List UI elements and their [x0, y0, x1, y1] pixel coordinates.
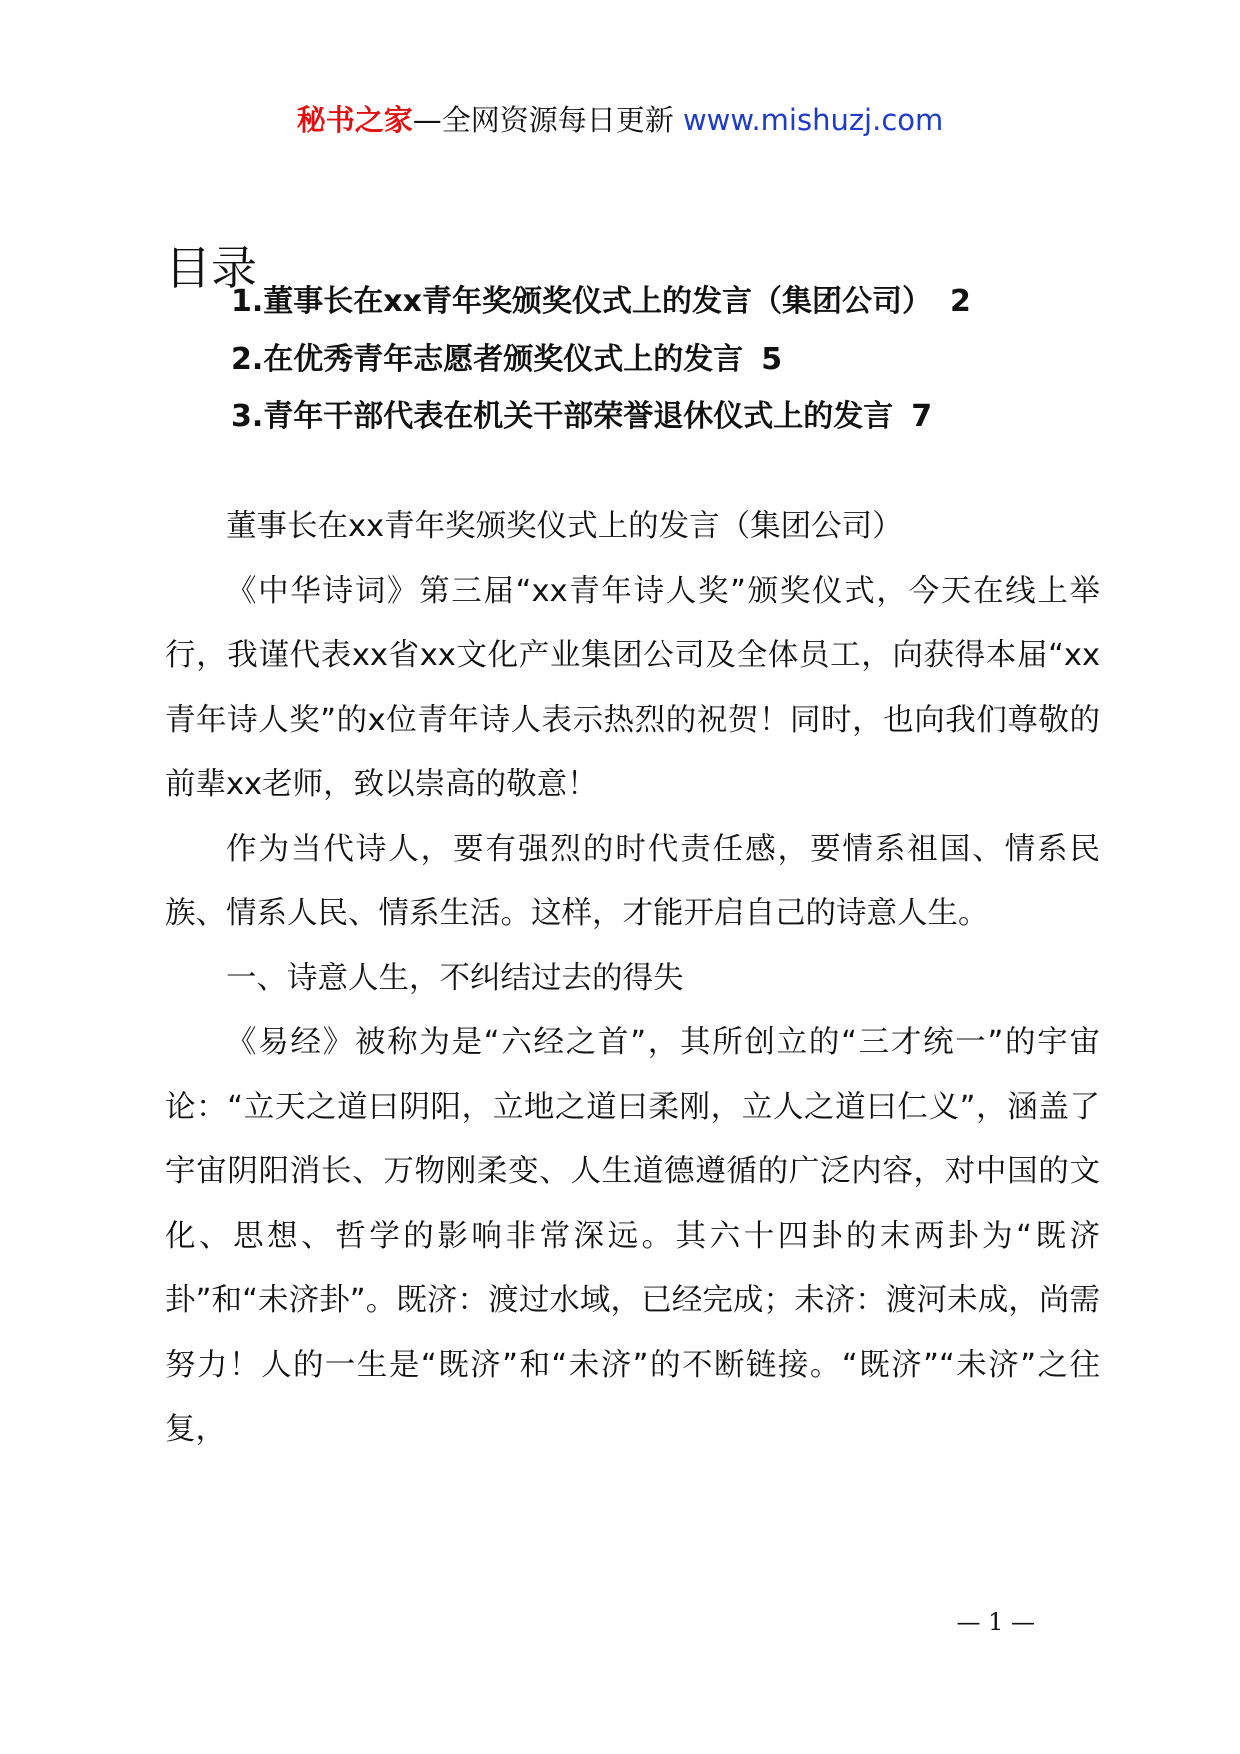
toc-entry-page: 2 — [949, 284, 971, 319]
toc-entry-1[interactable] — [231, 282, 971, 322]
toc-entry-page: 7 — [911, 399, 933, 434]
site-header — [0, 100, 1240, 140]
site-url-link[interactable]: www.mishuzj.com — [682, 103, 944, 137]
page-number-label: — 1 — — [956, 1608, 1035, 1636]
article-body — [165, 495, 1100, 1463]
article-paragraph: 作为当代诗人，要有强烈的时代责任感，要情系祖国、情系民族、情系人民、情系生活。这样，才能开启自己的诗意人生。 — [165, 831, 1100, 931]
toc-entry-label: 1.董事长在xx青年奖颁奖仪式上的发言（集团公司） — [231, 284, 932, 319]
toc-entry-3[interactable] — [231, 397, 932, 437]
toc-title: 目录 — [165, 241, 257, 295]
page-number — [0, 1606, 1240, 1638]
toc-entry-page: 5 — [761, 342, 783, 377]
article-paragraph: 《中华诗词》第三届“xx青年诗人奖”颁奖仪式，今天在线上举行，我谨代表xx省xx文化产业集团公司及全体员工，向获得本届“xx青年诗人奖”的x位青年诗人表示热烈的祝贺！同时，也向我们尊敬的前辈xx老师，致以崇高的敬意！ — [165, 573, 1100, 802]
site-brand: 秘书之家 — [296, 103, 413, 137]
site-tagline: —全网资源每日更新 — [412, 103, 674, 137]
toc-entry-label: 2.在优秀青年志愿者颁奖仪式上的发言 — [231, 342, 744, 377]
toc-entry-label: 3.青年干部代表在机关干部荣誉退休仪式上的发言 — [231, 399, 894, 434]
toc-entry-2[interactable] — [231, 340, 782, 380]
article-paragraph: 《易经》被称为是“六经之首”，其所创立的“三才统一”的宇宙论：“立天之道曰阴阳，立地之道曰柔刚，立人之道曰仁义”，涵盖了宇宙阴阳消长、万物刚柔变、人生道德遵循的广泛内容，对中国的文化、思想、哲学的影响非常深远。其六十四卦的末两卦为“既济卦”和“未济卦”。既济：渡过水域，已经完成；未济：渡河未成，尚需努力！人的一生是“既济”和“未济”的不断链接。“既济”“未济”之往复， — [165, 1025, 1100, 1447]
article-title: 董事长在xx青年奖颁奖仪式上的发言（集团公司） — [226, 509, 903, 544]
section-heading: 一、诗意人生，不纠结过去的得失 — [226, 960, 684, 996]
